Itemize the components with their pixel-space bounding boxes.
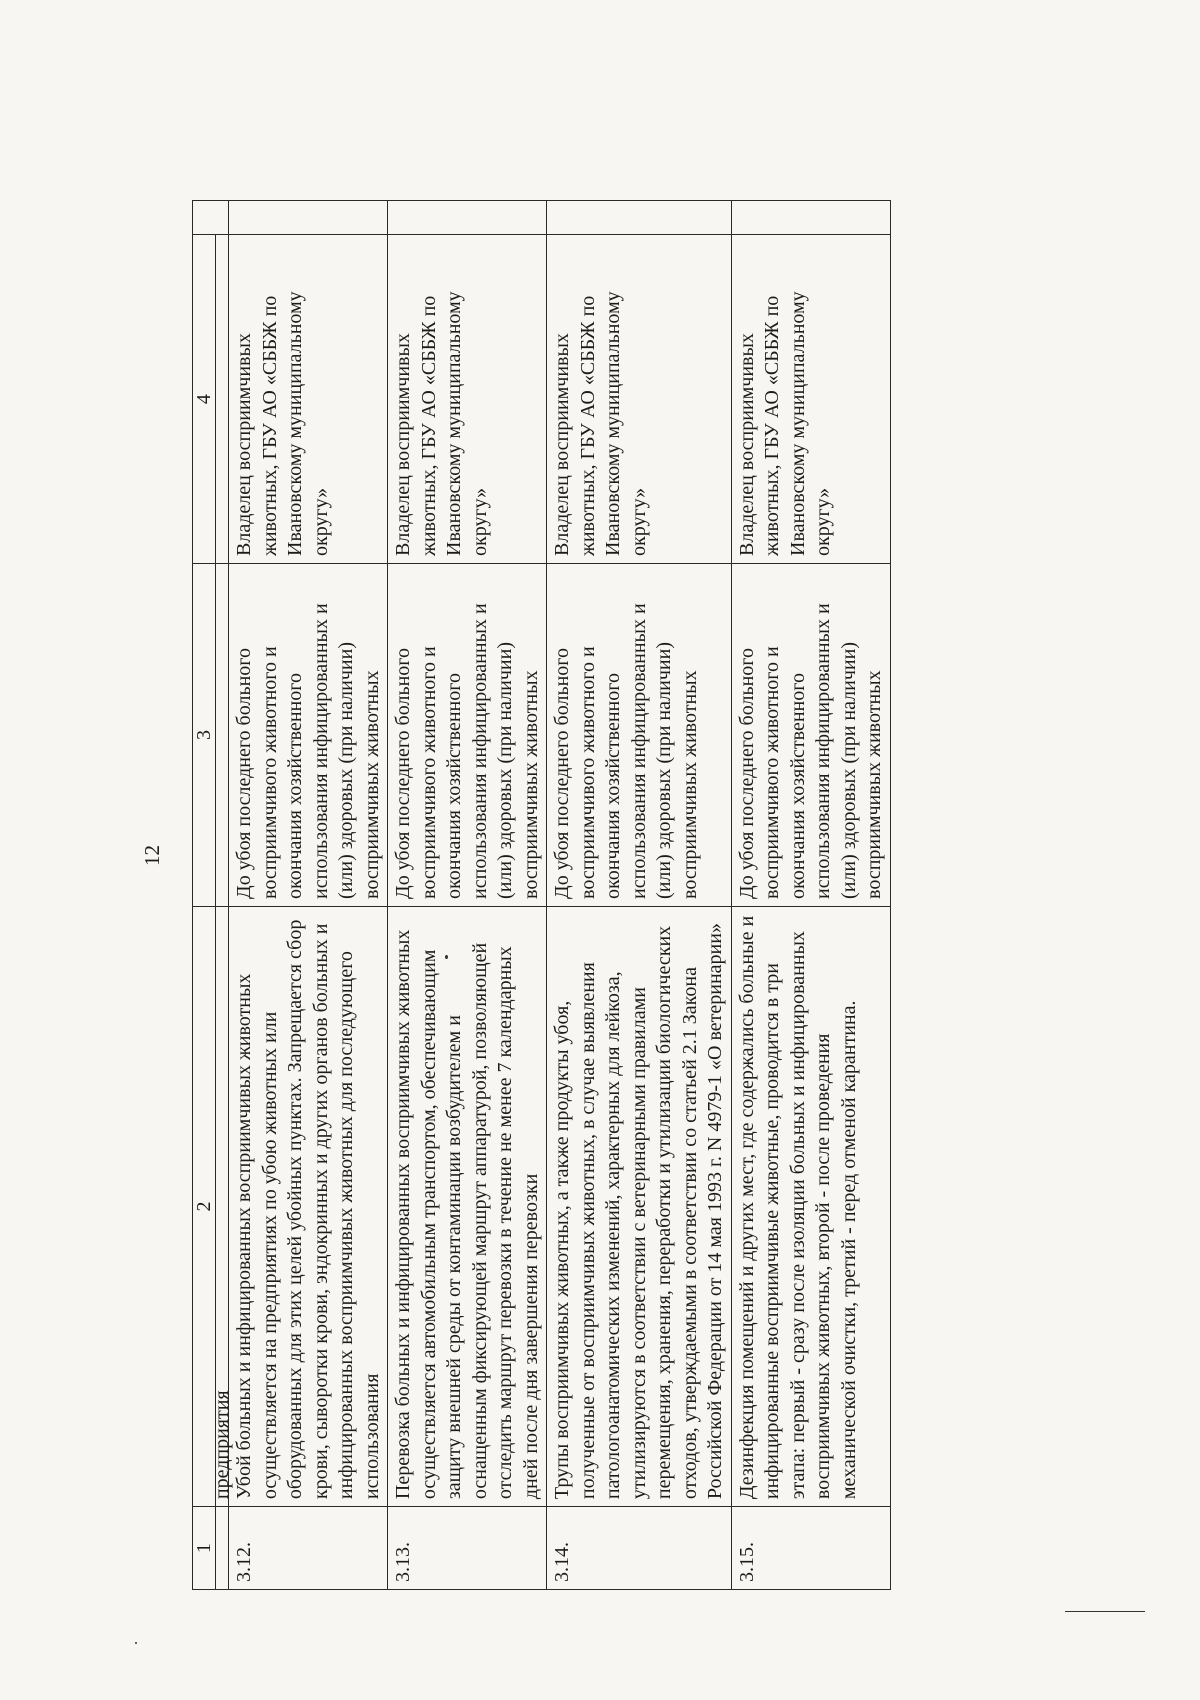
edge-column xyxy=(193,201,229,235)
edge-cell xyxy=(229,201,388,235)
row-number: 3.15. xyxy=(731,1507,890,1590)
row-number: 3.12. xyxy=(229,1507,388,1590)
continuation-text: предприятия xyxy=(216,906,229,1506)
continuation-row xyxy=(216,201,229,1590)
table-row xyxy=(731,201,890,1590)
page-number: 12 xyxy=(140,845,164,866)
bottom-rule-line xyxy=(1065,1611,1145,1612)
table-row xyxy=(547,201,732,1590)
responsible-text: Владелец восприимчивых животных, ГБУ АО «СББЖ по Ивановскому муниципальному округу» xyxy=(388,235,547,564)
row-number: 3.14. xyxy=(547,1507,732,1590)
header-cell-2: 2 xyxy=(193,906,216,1506)
measure-text: Перевозка больных и инфицированных восприимчивых животных осуществляется автомобильным транспортом, обеспечивающим защиту внешней среды от контаминации возбудителем и оснащенным фиксирующей маршрут аппаратурой, позволяющей отследить маршрут перевозки в течение не менее 7 календарных дней после дня завершения перевозки xyxy=(388,906,547,1506)
term-text: До убоя последнего больного восприимчивого животного и окончания хозяйственного использования инфицированных и (или) здоровых (при наличии) восприимчивых животных xyxy=(547,564,732,907)
edge-cell xyxy=(547,201,732,235)
rotated-content xyxy=(140,200,1150,1590)
table-row xyxy=(388,201,547,1590)
row-number: 3.13. xyxy=(388,1507,547,1590)
continuation-responsible-cell xyxy=(216,235,229,564)
scan-speck xyxy=(135,1642,137,1644)
responsible-text: Владелец восприимчивых животных, ГБУ АО «СББЖ по Ивановскому муниципальному округу» xyxy=(229,235,388,564)
measures-table xyxy=(192,200,891,1590)
edge-cell xyxy=(388,201,547,235)
measure-text: Убой больных и инфицированных восприимчивых животных осуществляется на предприятиях по убою животных или оборудованных для этих целей убойных пунктах. Запрещается сбор крови, сыворотки крови, эндокринных и других органов больных и инфицированных восприимчивых животных для последующего использования xyxy=(229,906,388,1506)
scan-speck xyxy=(445,955,448,959)
measure-text: Трупы восприимчивых животных, а также продукты убоя, полученные от восприимчивых животных, в случае выявления патологоанатомических изменений, характерных для лейкоза, утилизируются в соответствии с ветеринарными правилами перемещения, хранения, переработки и утилизации биологических отходов, утверждаемыми в соответствии со статьей 2.1 Закона Российской Федерации от 14 мая 1993 г. N 4979-1 «О ветеринарии» xyxy=(547,906,732,1506)
header-cell-3: 3 xyxy=(193,564,216,907)
term-text: До убоя последнего больного восприимчивого животного и окончания хозяйственного использования инфицированных и (или) здоровых (при наличии) восприимчивых животных xyxy=(229,564,388,907)
term-text: До убоя последнего больного восприимчивого животного и окончания хозяйственного использования инфицированных и (или) здоровых (при наличии) восприимчивых животных xyxy=(388,564,547,907)
header-cell-1: 1 xyxy=(193,1507,216,1590)
term-text: До убоя последнего больного восприимчивого животного и окончания хозяйственного использования инфицированных и (или) здоровых (при наличии) восприимчивых животных xyxy=(731,564,890,907)
responsible-text: Владелец восприимчивых животных, ГБУ АО «СББЖ по Ивановскому муниципальному округу» xyxy=(731,235,890,564)
measure-text: Дезинфекция помещений и других мест, где содержались больные и инфицированные восприимчивые животные, проводится в три этапа: первый - сразу после изоляции больных и инфицированных восприимчивых животных, второй - после проведения механической очистки, третий - перед отменой карантина. xyxy=(731,906,890,1506)
edge-cell xyxy=(731,201,890,235)
continuation-term-cell xyxy=(216,564,229,907)
continuation-num-cell xyxy=(216,1507,229,1590)
responsible-text: Владелец восприимчивых животных, ГБУ АО «СББЖ по Ивановскому муниципальному округу» xyxy=(547,235,732,564)
header-cell-4: 4 xyxy=(193,235,216,564)
table-row xyxy=(229,201,388,1590)
header-row xyxy=(193,201,216,1590)
